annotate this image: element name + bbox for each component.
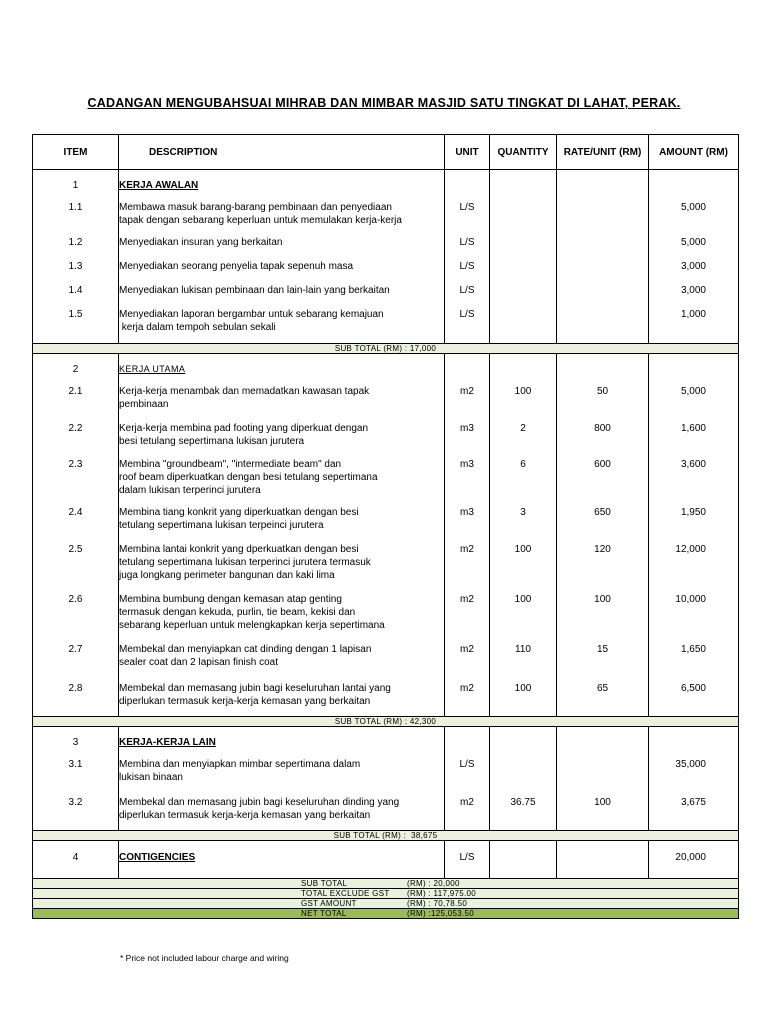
empty-cell [649, 170, 739, 202]
item-amount: 1,950 [649, 506, 739, 543]
item-rate: 800 [557, 422, 649, 458]
item-rate [557, 236, 649, 260]
summary-row [33, 889, 739, 899]
contingencies-item-number: 4 [33, 841, 119, 879]
item-unit: m2 [445, 593, 490, 643]
summary-label: TOTAL EXCLUDE GST [301, 889, 390, 898]
header-quantity: QUANTITY [490, 135, 557, 170]
item-amount: 5,000 [649, 385, 739, 422]
item-quantity [490, 236, 557, 260]
empty-cell [557, 170, 649, 202]
item-rate [557, 758, 649, 796]
description-line: diperlukan termasuk kerja-kerja kemasan yang berkaitan [119, 810, 371, 821]
description-line: kerja dalam tempoh sebulan sekali [119, 322, 276, 333]
item-number: 1.4 [33, 284, 119, 308]
item-number: 2.2 [33, 422, 119, 458]
empty-cell [445, 170, 490, 202]
item-number: 1.2 [33, 236, 119, 260]
page-title: CADANGAN MENGUBAHSUAI MIHRAB DAN MIMBAR MASJID SATU TINGKAT DI LAHAT, PERAK. [87, 96, 681, 110]
empty-cell [490, 170, 557, 202]
item-description [119, 260, 445, 284]
table-row [33, 308, 739, 344]
item-description [119, 236, 445, 260]
description-line: dalam lukisan terperinci jurutera [119, 485, 261, 496]
contingencies-title-text: CONTIGENCIES [119, 852, 196, 863]
empty-cell [649, 354, 739, 386]
item-description [119, 506, 445, 543]
item-unit: m2 [445, 682, 490, 717]
item-number: 2.7 [33, 643, 119, 682]
contingencies-amount: 20,000 [649, 841, 739, 879]
item-quantity [490, 201, 557, 236]
empty-cell [557, 727, 649, 759]
item-number: 2.3 [33, 458, 119, 506]
description-line: diperlukan termasuk kerja-kerja kemasan yang berkaitan [119, 696, 371, 707]
summary-value: (RM) :125,053.50 [407, 909, 475, 918]
empty-cell [445, 354, 490, 386]
item-rate: 120 [557, 543, 649, 593]
summary-label: SUB TOTAL [301, 879, 348, 888]
item-description [119, 543, 445, 593]
description-line: Kerja-kerja membina pad footing yang diperkuat dengan [119, 423, 369, 434]
section-title [119, 727, 445, 759]
item-unit: L/S [445, 758, 490, 796]
item-rate: 100 [557, 796, 649, 831]
subtotal-row [33, 717, 739, 727]
description-line: tapak dengan sebarang keperluan untuk memulakan kerja-kerja [119, 215, 402, 226]
contingencies-unit: L/S [445, 841, 490, 879]
item-quantity: 110 [490, 643, 557, 682]
item-description [119, 385, 445, 422]
description-line: sebarang keperluan untuk melengkapkan kerja sepertimana [119, 620, 385, 631]
section-item-number: 3 [33, 727, 119, 759]
description-line: termasuk dengan kekuda, purlin, tie beam, kekisi dan [119, 607, 356, 618]
section-header-row [33, 354, 739, 386]
item-amount: 3,000 [649, 284, 739, 308]
item-quantity: 100 [490, 543, 557, 593]
subtotal-text: SUB TOTAL (RM) : 17,000 [33, 344, 739, 354]
item-unit: m2 [445, 796, 490, 831]
item-number: 2.4 [33, 506, 119, 543]
summary-row [33, 909, 739, 919]
item-number: 2.1 [33, 385, 119, 422]
table-row [33, 643, 739, 682]
item-number: 3.2 [33, 796, 119, 831]
item-rate: 100 [557, 593, 649, 643]
item-rate: 650 [557, 506, 649, 543]
header-description: DESCRIPTION [119, 135, 445, 170]
summary-cell [33, 909, 739, 919]
table-row [33, 422, 739, 458]
item-quantity [490, 308, 557, 344]
item-rate: 65 [557, 682, 649, 717]
item-description [119, 284, 445, 308]
item-rate [557, 201, 649, 236]
item-quantity: 100 [490, 385, 557, 422]
item-description [119, 422, 445, 458]
table-row [33, 758, 739, 796]
item-unit: m3 [445, 506, 490, 543]
item-number: 3.1 [33, 758, 119, 796]
item-quantity: 36.75 [490, 796, 557, 831]
item-amount: 3,000 [649, 260, 739, 284]
bill-of-quantities-table [32, 134, 739, 919]
contingencies-title [119, 841, 445, 879]
empty-cell [445, 727, 490, 759]
item-description [119, 201, 445, 236]
item-quantity [490, 758, 557, 796]
description-line: besi tetulang sepertimana lukisan jurutera [119, 436, 305, 447]
summary-label: GST AMOUNT [301, 899, 357, 908]
item-unit: m2 [445, 385, 490, 422]
description-line: Membekal dan menyiapkan cat dinding dengan 1 lapisan [119, 644, 372, 655]
item-description [119, 682, 445, 717]
description-line: tetulang sepertimana lukisan terpeinci jurutera [119, 520, 324, 531]
item-number: 1.1 [33, 201, 119, 236]
item-amount: 1,000 [649, 308, 739, 344]
item-unit: m3 [445, 458, 490, 506]
table-row [33, 284, 739, 308]
description-line: Membina dan menyiapkan mimbar sepertimana dalam [119, 759, 361, 770]
item-unit: L/S [445, 284, 490, 308]
description-line: Menyediakan insuran yang berkaitan [119, 237, 283, 248]
description-line: Membina "groundbeam", "intermediate beam" dan [119, 459, 342, 470]
summary-cell [33, 899, 739, 909]
item-number: 2.8 [33, 682, 119, 717]
item-rate: 15 [557, 643, 649, 682]
summary-row [33, 879, 739, 889]
description-line: Menyediakan laporan bergambar untuk sebarang kemajuan [119, 309, 384, 320]
section-item-number: 1 [33, 170, 119, 202]
item-unit: L/S [445, 201, 490, 236]
table-row [33, 385, 739, 422]
item-rate [557, 284, 649, 308]
description-line: Membina lantai konkrit yang dperkuatkan dengan besi [119, 544, 359, 555]
item-rate [557, 260, 649, 284]
section-title-text: KERJA UTAMA [119, 364, 186, 374]
section-title [119, 170, 445, 202]
description-line: juga longkang perimeter bangunan dan kaki lima [119, 570, 335, 581]
section-title-text: KERJA AWALAN [119, 180, 199, 191]
header-unit: UNIT [445, 135, 490, 170]
item-quantity: 2 [490, 422, 557, 458]
subtotal-row [33, 831, 739, 841]
description-line: Membina bumbung dengan kemasan atap genting [119, 594, 342, 605]
summary-value: (RM) : 117,975.00 [407, 889, 476, 898]
item-quantity: 100 [490, 682, 557, 717]
section-header-row [33, 727, 739, 759]
item-quantity: 6 [490, 458, 557, 506]
summary-row [33, 899, 739, 909]
description-line: Membawa masuk barang-barang pembinaan dan penyediaan [119, 202, 392, 213]
table-row [33, 593, 739, 643]
summary-cell [33, 879, 739, 889]
item-number: 2.6 [33, 593, 119, 643]
description-line: Membekal dan memasang jubin bagi keseluruhan lantai yang [119, 683, 391, 694]
empty-cell [490, 727, 557, 759]
summary-label: NET TOTAL [301, 909, 347, 918]
item-description [119, 643, 445, 682]
table-row [33, 543, 739, 593]
description-line: Membina tiang konkrit yang diperkuatkan dengan besi [119, 507, 359, 518]
section-header-row [33, 170, 739, 202]
item-description [119, 593, 445, 643]
empty-cell [557, 841, 649, 879]
table-row [33, 682, 739, 717]
item-quantity [490, 284, 557, 308]
item-rate: 600 [557, 458, 649, 506]
section-title-text: KERJA-KERJA LAIN [119, 737, 216, 748]
subtotal-row [33, 344, 739, 354]
header-item: ITEM [33, 135, 119, 170]
item-amount: 5,000 [649, 201, 739, 236]
subtotal-text: SUB TOTAL (RM) : 38,675 [33, 831, 739, 841]
header-amount: AMOUNT (RM) [649, 135, 739, 170]
description-line: Kerja-kerja menambak dan memadatkan kawasan tapak [119, 386, 370, 397]
description-line: lukisan binaan [119, 772, 183, 783]
empty-cell [649, 727, 739, 759]
footnote: * Price not included labour charge and wiring [120, 953, 289, 963]
item-quantity: 100 [490, 593, 557, 643]
table-row [33, 201, 739, 236]
item-rate [557, 308, 649, 344]
item-number: 1.5 [33, 308, 119, 344]
item-number: 1.3 [33, 260, 119, 284]
item-description [119, 796, 445, 831]
header-rate: RATE/UNIT (RM) [557, 135, 649, 170]
summary-cell [33, 889, 739, 899]
table-header-row [33, 135, 739, 170]
summary-value: (RM) : 70,78.50 [407, 899, 468, 908]
description-line: pembinaan [119, 399, 169, 410]
item-unit: m2 [445, 543, 490, 593]
item-amount: 3,600 [649, 458, 739, 506]
empty-cell [490, 841, 557, 879]
item-description [119, 758, 445, 796]
item-amount: 1,650 [649, 643, 739, 682]
item-rate: 50 [557, 385, 649, 422]
item-unit: m3 [445, 422, 490, 458]
item-number: 2.5 [33, 543, 119, 593]
item-unit: m2 [445, 643, 490, 682]
item-description [119, 308, 445, 344]
description-line: Menyediakan lukisan pembinaan dan lain-lain yang berkaitan [119, 285, 390, 296]
section-item-number: 2 [33, 354, 119, 386]
description-line: Membekal dan memasang jubin bagi keseluruhan dinding yang [119, 797, 400, 808]
item-unit: L/S [445, 260, 490, 284]
description-line: tetulang sepertimana lukisan terperinci jurutera termasuk [119, 557, 371, 568]
contingencies-row [33, 841, 739, 879]
table-row [33, 260, 739, 284]
item-amount: 35,000 [649, 758, 739, 796]
item-amount: 10,000 [649, 593, 739, 643]
item-amount: 3,675 [649, 796, 739, 831]
table-row [33, 796, 739, 831]
subtotal-text: SUB TOTAL (RM) : 42,300 [33, 717, 739, 727]
item-amount: 5,000 [649, 236, 739, 260]
item-amount: 6,500 [649, 682, 739, 717]
summary-value: (RM) : 20,000 [407, 879, 460, 888]
item-unit: L/S [445, 308, 490, 344]
table-row [33, 506, 739, 543]
section-title [119, 354, 445, 386]
item-quantity: 3 [490, 506, 557, 543]
description-line: roof beam diperkuatkan dengan besi tetulang sepertimana [119, 472, 378, 483]
empty-cell [557, 354, 649, 386]
empty-cell [490, 354, 557, 386]
item-amount: 12,000 [649, 543, 739, 593]
description-line: Menyediakan seorang penyelia tapak sepenuh masa [119, 261, 354, 272]
table-row [33, 458, 739, 506]
item-quantity [490, 260, 557, 284]
description-line: sealer coat dan 2 lapisan finish coat [119, 657, 278, 668]
table-row [33, 236, 739, 260]
item-description [119, 458, 445, 506]
item-amount: 1,600 [649, 422, 739, 458]
item-unit: L/S [445, 236, 490, 260]
